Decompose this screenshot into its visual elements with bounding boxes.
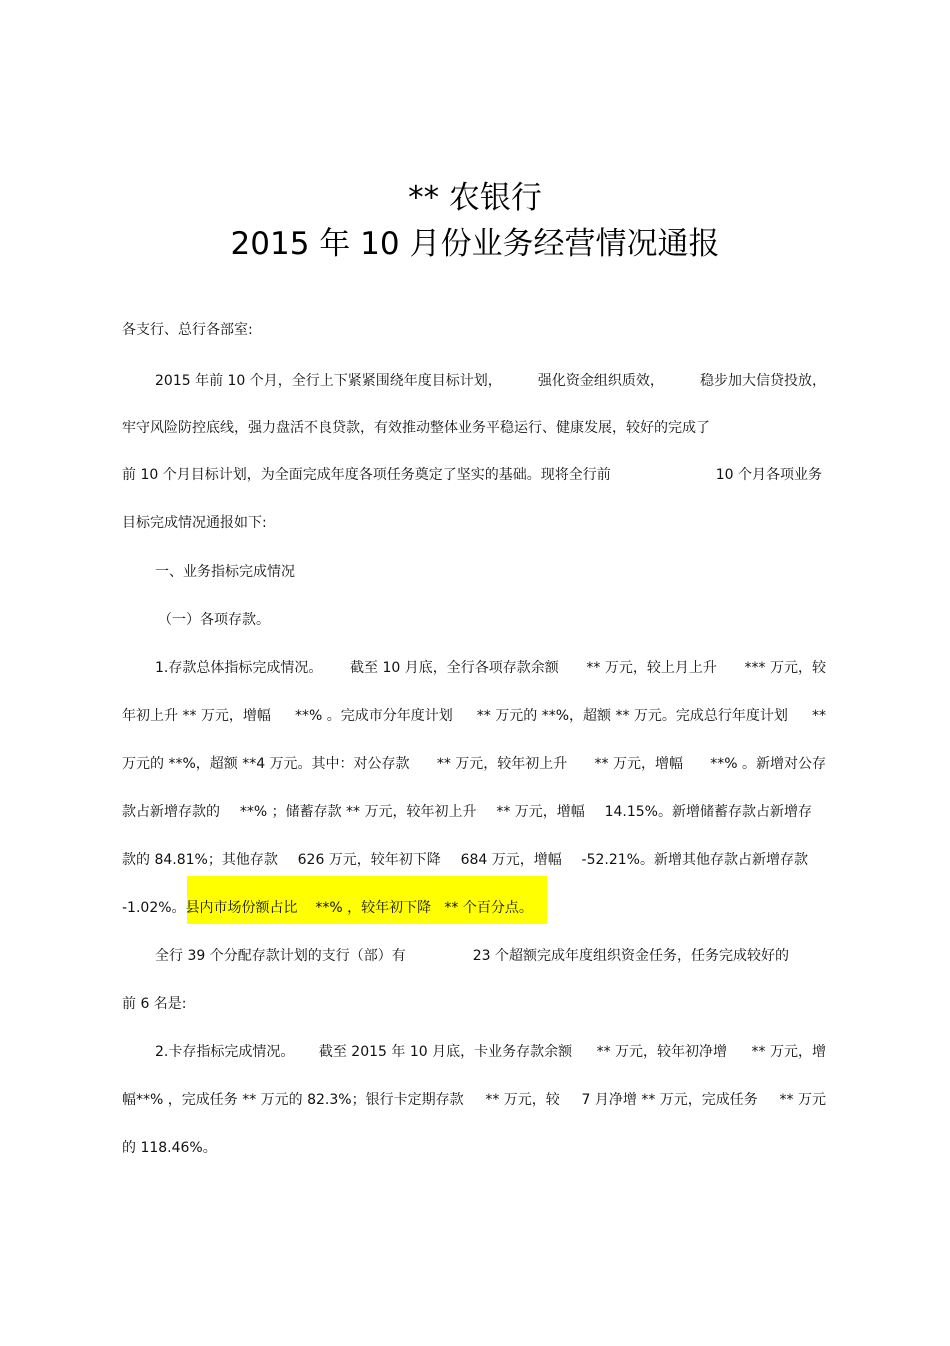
subsection-heading-deposits: （一）各项存款。 [158, 612, 270, 628]
deposit-line-1-part-1: 1.存款总体指标完成情况。 [155, 660, 323, 676]
branches-line-2: 前 6 名是: [122, 996, 187, 1012]
card-line-3: 的 118.46%。 [122, 1140, 217, 1156]
branches-line-1-part-1: 全行 39 个分配存款计划的支行（部）有 [155, 948, 406, 964]
deposit-line-2 [122, 706, 826, 726]
branches-line-1 [155, 946, 789, 966]
card-line-1 [155, 1042, 826, 1062]
card-line-2 [122, 1090, 826, 1110]
card-line-1-part-2: 截至 2015 年 10 月底，卡业务存款余额 [318, 1044, 573, 1060]
intro-line-1-part-3: 稳步加大信贷投放， [699, 373, 826, 389]
intro-line-2: 牢守风险防控底线，强力盘活不良贷款，有效推动整体业务平稳运行、健康发展，较好的完成了 [122, 420, 710, 436]
deposit-line-5-part-3: 684 万元，增幅 [460, 852, 562, 868]
deposit-line-3-part-3: ** 万元，增幅 [594, 756, 683, 772]
deposit-line-5-part-4: -52.21%。新增其他存款占新增存款 [581, 852, 808, 868]
deposit-line-1-part-2: 截至 10 月底，全行各项存款余额 [350, 660, 559, 676]
intro-line-1-part-1: 2015 年前 10 个月，全行上下紧紧围绕年度目标计划， [155, 373, 502, 389]
deposit-line-2-part-1: 年初上升 ** 万元，增幅 [122, 708, 271, 724]
deposit-line-4 [122, 802, 812, 822]
section-heading-1: 一、业务指标完成情况 [155, 564, 295, 580]
intro-line-3 [122, 465, 822, 485]
salutation: 各支行、总行各部室: [122, 322, 253, 338]
deposit-line-3 [122, 754, 826, 774]
card-line-2-part-3: 7 月净增 ** 万元，完成任务 [581, 1092, 758, 1108]
deposit-line-5-part-2: 626 万元，较年初下降 [297, 852, 441, 868]
intro-line-3-part-2: 10 个月各项业务 [715, 467, 822, 483]
card-line-2-part-4: ** 万元 [779, 1092, 826, 1108]
deposit-line-6-plain: -1.02%。 [122, 900, 186, 916]
card-line-1-part-3: ** 万元，较年初净增 [596, 1044, 728, 1060]
branches-line-1-part-2: 23 个超额完成年度组织资金任务，任务完成较好的 [472, 948, 789, 964]
deposit-line-6-highlighted: 县内市场份额占比 **% ，较年初下降 ** 个百分点。 [185, 900, 533, 916]
deposit-line-4-part-1: 款占新增存款的 [122, 804, 220, 820]
deposit-line-3-part-1: 万元的 **%，超额 **4 万元。其中：对公存款 [122, 756, 410, 772]
deposit-line-1 [155, 658, 826, 678]
deposit-line-4-part-2: **% ；储蓄存款 ** 万元，较年初上升 [239, 804, 477, 820]
deposit-line-5 [122, 850, 808, 870]
deposit-line-2-part-3: ** 万元的 **%，超额 ** 万元。完成总行年度计划 [476, 708, 788, 724]
deposit-line-6 [122, 898, 533, 918]
deposit-line-4-part-4: 14.15%。新增储蓄存款占新增存 [604, 804, 812, 820]
intro-line-1-part-2: 强化资金组织质效， [537, 373, 664, 389]
card-line-1-part-4: ** 万元，增 [751, 1044, 826, 1060]
document-title-bank: ** 农银行 [408, 180, 542, 216]
card-line-1-part-1: 2.卡存指标完成情况。 [155, 1044, 295, 1060]
document-title-report: 2015 年 10 月份业务经营情况通报 [230, 226, 720, 262]
intro-line-3-part-1: 前 10 个月目标计划，为全面完成年度各项任务奠定了坚实的基础。现将全行前 [122, 467, 611, 483]
deposit-line-4-part-3: ** 万元，增幅 [496, 804, 585, 820]
deposit-line-2-part-4: ** [811, 708, 826, 724]
deposit-line-2-part-2: **% 。完成市分年度计划 [294, 708, 453, 724]
deposit-line-5-part-1: 款的 84.81%；其他存款 [122, 852, 278, 868]
card-line-2-part-1: 幅**% ，完成任务 ** 万元的 82.3%；银行卡定期存款 [122, 1092, 464, 1108]
card-line-2-part-2: ** 万元，较 [485, 1092, 560, 1108]
intro-line-4: 目标完成情况通报如下: [122, 515, 267, 531]
deposit-line-1-part-4: *** 万元，较 [744, 660, 826, 676]
deposit-line-3-part-4: **% 。新增对公存 [710, 756, 826, 772]
deposit-line-3-part-2: ** 万元，较年初上升 [436, 756, 568, 772]
intro-line-1 [155, 371, 826, 391]
deposit-line-1-part-3: ** 万元，较上月上升 [586, 660, 717, 676]
